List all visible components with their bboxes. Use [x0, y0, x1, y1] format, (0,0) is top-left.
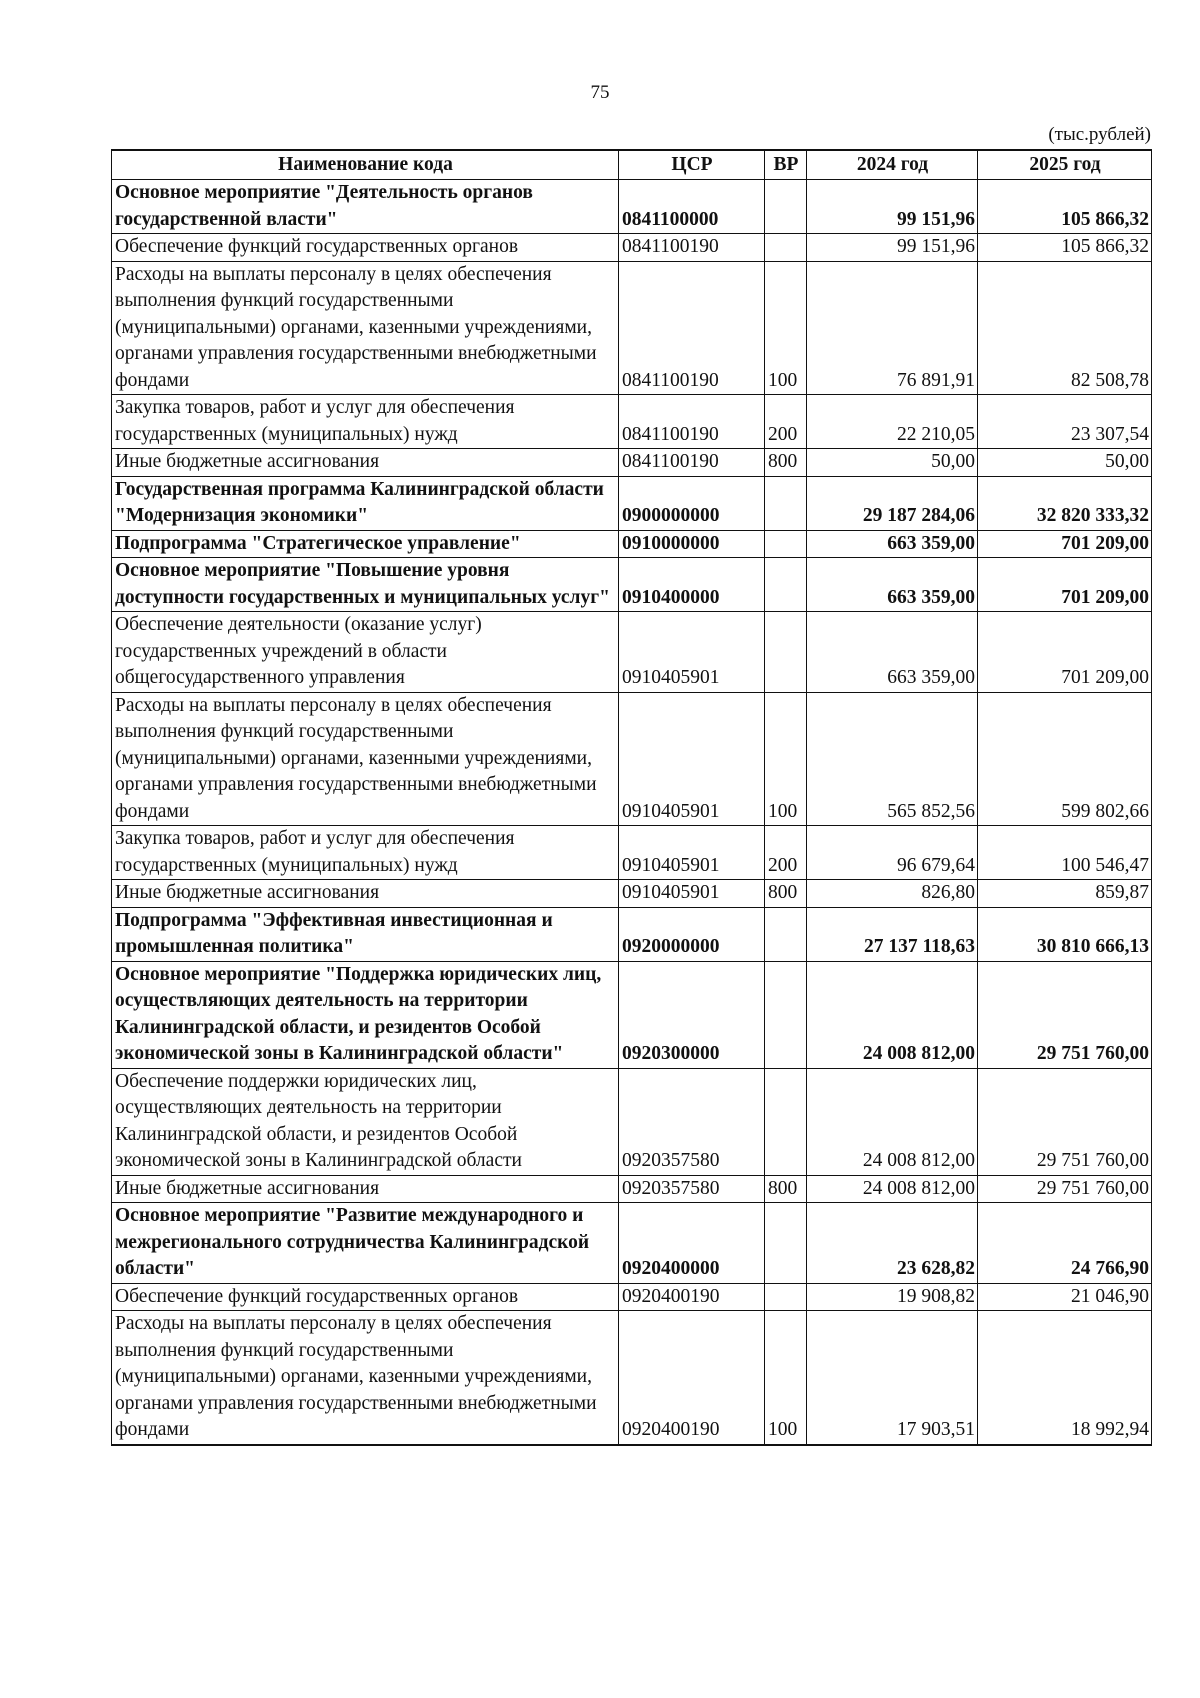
row-name: Основное мероприятие "Деятельность органов государственной власти"	[112, 180, 619, 234]
row-name: Основное мероприятие "Развитие международного и межрегионального сотрудничества Калининградской области"	[112, 1203, 619, 1284]
row-2024-value: 565 852,56	[807, 692, 978, 826]
row-name: Основное мероприятие "Поддержка юридических лиц, осуществляющих деятельность на территории Калининградской области, и резидентов Особой экономической зоны в Калининградской области"	[112, 961, 619, 1068]
row-vr	[765, 1283, 807, 1311]
row-vr: 100	[765, 1311, 807, 1445]
row-name: Расходы на выплаты персоналу в целях обеспечения выполнения функций государственными (муниципальными) органами, казенными учреждениями, органами управления государственными внебюджетными фондами	[112, 1311, 619, 1445]
row-csr: 0841100190	[619, 234, 765, 262]
row-csr: 0920400190	[619, 1311, 765, 1445]
row-2025-value: 23 307,54	[978, 395, 1152, 449]
row-csr: 0841100190	[619, 449, 765, 477]
row-csr: 0920000000	[619, 907, 765, 961]
row-2024-value: 99 151,96	[807, 180, 978, 234]
row-2024-value: 663 359,00	[807, 558, 978, 612]
row-vr: 800	[765, 1175, 807, 1203]
row-2025-value: 29 751 760,00	[978, 1175, 1152, 1203]
table-row	[112, 234, 1152, 262]
row-2025-value: 701 209,00	[978, 530, 1152, 558]
table-row	[112, 612, 1152, 693]
row-vr	[765, 961, 807, 1068]
table-row	[112, 880, 1152, 908]
table-row	[112, 530, 1152, 558]
row-2025-value: 30 810 666,13	[978, 907, 1152, 961]
row-2024-value: 29 187 284,06	[807, 476, 978, 530]
header-2025: 2025 год	[978, 150, 1152, 180]
row-2025-value: 32 820 333,32	[978, 476, 1152, 530]
row-name: Обеспечение функций государственных органов	[112, 1283, 619, 1311]
header-name: Наименование кода	[112, 150, 619, 180]
row-vr	[765, 180, 807, 234]
row-csr: 0841100190	[619, 395, 765, 449]
table-row	[112, 1175, 1152, 1203]
row-2025-value: 105 866,32	[978, 234, 1152, 262]
row-2024-value: 17 903,51	[807, 1311, 978, 1445]
row-2025-value: 24 766,90	[978, 1203, 1152, 1284]
row-vr	[765, 907, 807, 961]
row-csr: 0920400000	[619, 1203, 765, 1284]
row-2025-value: 29 751 760,00	[978, 961, 1152, 1068]
table-row	[112, 261, 1152, 395]
row-2024-value: 96 679,64	[807, 826, 978, 880]
row-vr	[765, 558, 807, 612]
row-name: Обеспечение деятельности (оказание услуг) государственных учреждений в области общегосударственного управления	[112, 612, 619, 693]
row-2024-value: 663 359,00	[807, 612, 978, 693]
table-row	[112, 558, 1152, 612]
row-2024-value: 826,80	[807, 880, 978, 908]
row-csr: 0920357580	[619, 1068, 765, 1175]
row-name: Расходы на выплаты персоналу в целях обеспечения выполнения функций государственными (муниципальными) органами, казенными учреждениями, органами управления государственными внебюджетными фондами	[112, 261, 619, 395]
table-row	[112, 476, 1152, 530]
row-name: Основное мероприятие "Повышение уровня доступности государственных и муниципальных услуг"	[112, 558, 619, 612]
row-name: Обеспечение поддержки юридических лиц, осуществляющих деятельность на территории Калининградской области, и резидентов Особой экономической зоны в Калининградской области	[112, 1068, 619, 1175]
table-row	[112, 1311, 1152, 1445]
table-row	[112, 180, 1152, 234]
row-2024-value: 24 008 812,00	[807, 1175, 978, 1203]
row-name: Подпрограмма "Стратегическое управление"	[112, 530, 619, 558]
table-header-row	[112, 150, 1152, 180]
table-row	[112, 907, 1152, 961]
row-2024-value: 99 151,96	[807, 234, 978, 262]
row-2024-value: 24 008 812,00	[807, 1068, 978, 1175]
row-2025-value: 50,00	[978, 449, 1152, 477]
row-csr: 0910405901	[619, 826, 765, 880]
row-vr: 800	[765, 449, 807, 477]
row-2025-value: 82 508,78	[978, 261, 1152, 395]
row-name: Расходы на выплаты персоналу в целях обеспечения выполнения функций государственными (муниципальными) органами, казенными учреждениями, органами управления государственными внебюджетными фондами	[112, 692, 619, 826]
header-csr: ЦСР	[619, 150, 765, 180]
row-2025-value: 21 046,90	[978, 1283, 1152, 1311]
row-csr: 0910405901	[619, 612, 765, 693]
row-2025-value: 701 209,00	[978, 612, 1152, 693]
budget-table-body	[112, 180, 1152, 1445]
row-2025-value: 29 751 760,00	[978, 1068, 1152, 1175]
row-vr: 100	[765, 261, 807, 395]
row-csr: 0841100190	[619, 261, 765, 395]
table-row	[112, 1068, 1152, 1175]
row-name: Иные бюджетные ассигнования	[112, 1175, 619, 1203]
row-vr: 800	[765, 880, 807, 908]
row-csr: 0841100000	[619, 180, 765, 234]
row-name: Иные бюджетные ассигнования	[112, 880, 619, 908]
row-csr: 0920400190	[619, 1283, 765, 1311]
header-2024: 2024 год	[807, 150, 978, 180]
row-2024-value: 27 137 118,63	[807, 907, 978, 961]
table-row	[112, 395, 1152, 449]
row-csr: 0910405901	[619, 880, 765, 908]
table-row	[112, 826, 1152, 880]
header-vr: ВР	[765, 150, 807, 180]
row-vr: 200	[765, 395, 807, 449]
row-vr	[765, 234, 807, 262]
table-row	[112, 449, 1152, 477]
row-csr: 0910400000	[619, 558, 765, 612]
table-row	[112, 961, 1152, 1068]
page-number: 75	[590, 82, 610, 103]
row-name: Подпрограмма "Эффективная инвестиционная и промышленная политика"	[112, 907, 619, 961]
row-2025-value: 100 546,47	[978, 826, 1152, 880]
row-2025-value: 18 992,94	[978, 1311, 1152, 1445]
table-row	[112, 1283, 1152, 1311]
row-name: Закупка товаров, работ и услуг для обеспечения государственных (муниципальных) нужд	[112, 395, 619, 449]
row-2025-value: 599 802,66	[978, 692, 1152, 826]
table-row	[112, 692, 1152, 826]
row-name: Закупка товаров, работ и услуг для обеспечения государственных (муниципальных) нужд	[112, 826, 619, 880]
row-2025-value: 105 866,32	[978, 180, 1152, 234]
row-2024-value: 23 628,82	[807, 1203, 978, 1284]
row-vr	[765, 530, 807, 558]
row-2024-value: 22 210,05	[807, 395, 978, 449]
row-vr	[765, 1068, 807, 1175]
row-2024-value: 50,00	[807, 449, 978, 477]
row-csr: 0900000000	[619, 476, 765, 530]
row-csr: 0920357580	[619, 1175, 765, 1203]
row-2024-value: 24 008 812,00	[807, 961, 978, 1068]
row-name: Государственная программа Калининградской области "Модернизация экономики"	[112, 476, 619, 530]
row-vr: 100	[765, 692, 807, 826]
row-vr	[765, 612, 807, 693]
row-2024-value: 19 908,82	[807, 1283, 978, 1311]
units-label: (тыс.рублей)	[1048, 124, 1151, 145]
row-vr: 200	[765, 826, 807, 880]
row-name: Иные бюджетные ассигнования	[112, 449, 619, 477]
row-vr	[765, 476, 807, 530]
table-row	[112, 1203, 1152, 1284]
row-2025-value: 701 209,00	[978, 558, 1152, 612]
budget-table	[111, 149, 1152, 1446]
row-vr	[765, 1203, 807, 1284]
row-csr: 0910000000	[619, 530, 765, 558]
row-name: Обеспечение функций государственных органов	[112, 234, 619, 262]
row-csr: 0910405901	[619, 692, 765, 826]
row-2024-value: 663 359,00	[807, 530, 978, 558]
row-2025-value: 859,87	[978, 880, 1152, 908]
row-2024-value: 76 891,91	[807, 261, 978, 395]
row-csr: 0920300000	[619, 961, 765, 1068]
